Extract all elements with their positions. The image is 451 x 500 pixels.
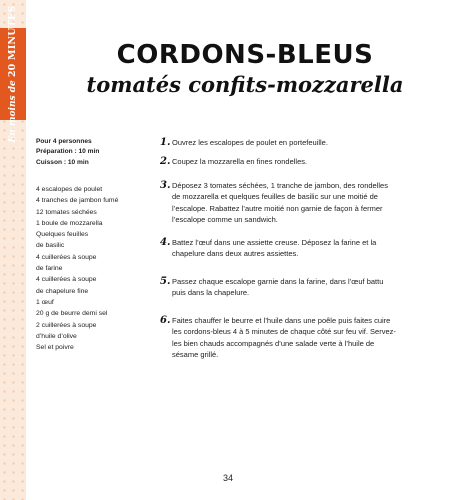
cook-time: Cuisson : 10 min bbox=[36, 158, 89, 166]
step-1 bbox=[160, 137, 396, 148]
step-5 bbox=[160, 276, 396, 299]
ingredient-list bbox=[36, 184, 156, 353]
page-number: 34 bbox=[222, 473, 233, 483]
ingredient-line: de farine bbox=[36, 265, 63, 273]
step-number: 4. bbox=[160, 237, 171, 248]
step-text: Déposez 3 tomates séchées, 1 tranche de jambon, des rondelles de mozzarella et quelques feuilles de basilic sur une moitié de l’escalope. Rabattez l’autre moitié non garnie de façon à fermer l’escalope comme un sandwich. bbox=[172, 181, 388, 224]
chapter-tab-label bbox=[8, 5, 18, 142]
step-text: Faites chauffer le beurre et l’huile dans une poêle puis faites cuire les cordons-bleus 4 à 5 minutes de chaque côté sur feu vif. Servez-les bien chauds accompagnés d’une salade verte à l’huile de sésame grillé. bbox=[172, 316, 396, 359]
recipe-title: CORDONS-BLEUS bbox=[116, 40, 374, 70]
step-3 bbox=[160, 180, 396, 225]
step-text: Passez chaque escalope garnie dans la farine, dans l’œuf battu puis dans la chapelure. bbox=[172, 277, 384, 298]
step-number: 2. bbox=[160, 156, 171, 167]
ingredient-line: 4 escalopes de poulet bbox=[36, 186, 103, 193]
ingredient-line: 2 cuillerées à soupe bbox=[36, 321, 97, 329]
recipe-subtitle: tomatés confits-mozzarella bbox=[86, 72, 404, 97]
ingredient-line: 4 tranches de jambon fumé bbox=[36, 197, 119, 205]
prep-time: Préparation : 10 min bbox=[36, 148, 100, 156]
recipe-meta bbox=[36, 137, 156, 168]
ingredient-line: de basilic bbox=[36, 242, 65, 250]
ingredient-line: d’huile d’olive bbox=[36, 332, 77, 340]
ingredient-line: de chapelure fine bbox=[36, 287, 89, 295]
step-number: 3. bbox=[160, 180, 171, 191]
step-4 bbox=[160, 237, 396, 260]
ingredient-line: Quelques feuilles bbox=[36, 231, 89, 239]
ingredient-line: 20 g de beurre demi sel bbox=[36, 310, 108, 318]
step-text: Ouvrez les escalopes de poulet en portefeuille. bbox=[172, 138, 328, 147]
step-number: 6. bbox=[160, 315, 171, 326]
ingredient-line: 4 cuillerées à soupe bbox=[36, 253, 97, 261]
chapter-tab-prefix: En moins de bbox=[8, 77, 18, 143]
step-text: Battez l’œuf dans une assiette creuse. Déposez la farine et la chapelure dans deux autres assiettes. bbox=[172, 238, 377, 259]
ingredient-line: 1 boule de mozzarella bbox=[36, 219, 103, 227]
ingredient-line: 12 tomates séchées bbox=[36, 208, 97, 216]
step-2 bbox=[160, 156, 396, 167]
ingredient-line: 1 œuf bbox=[36, 298, 54, 306]
step-number: 5. bbox=[160, 276, 171, 287]
step-6 bbox=[160, 315, 396, 360]
ingredient-line: 4 cuillerées à soupe bbox=[36, 276, 97, 284]
servings: Pour 4 personnes bbox=[36, 138, 92, 145]
chapter-tab-strong: 20 MINUTES bbox=[7, 5, 18, 78]
step-text: Coupez la mozzarella en fines rondelles. bbox=[172, 157, 308, 166]
ingredient-line: Sel et poivre bbox=[36, 344, 74, 352]
step-number: 1. bbox=[160, 137, 171, 148]
